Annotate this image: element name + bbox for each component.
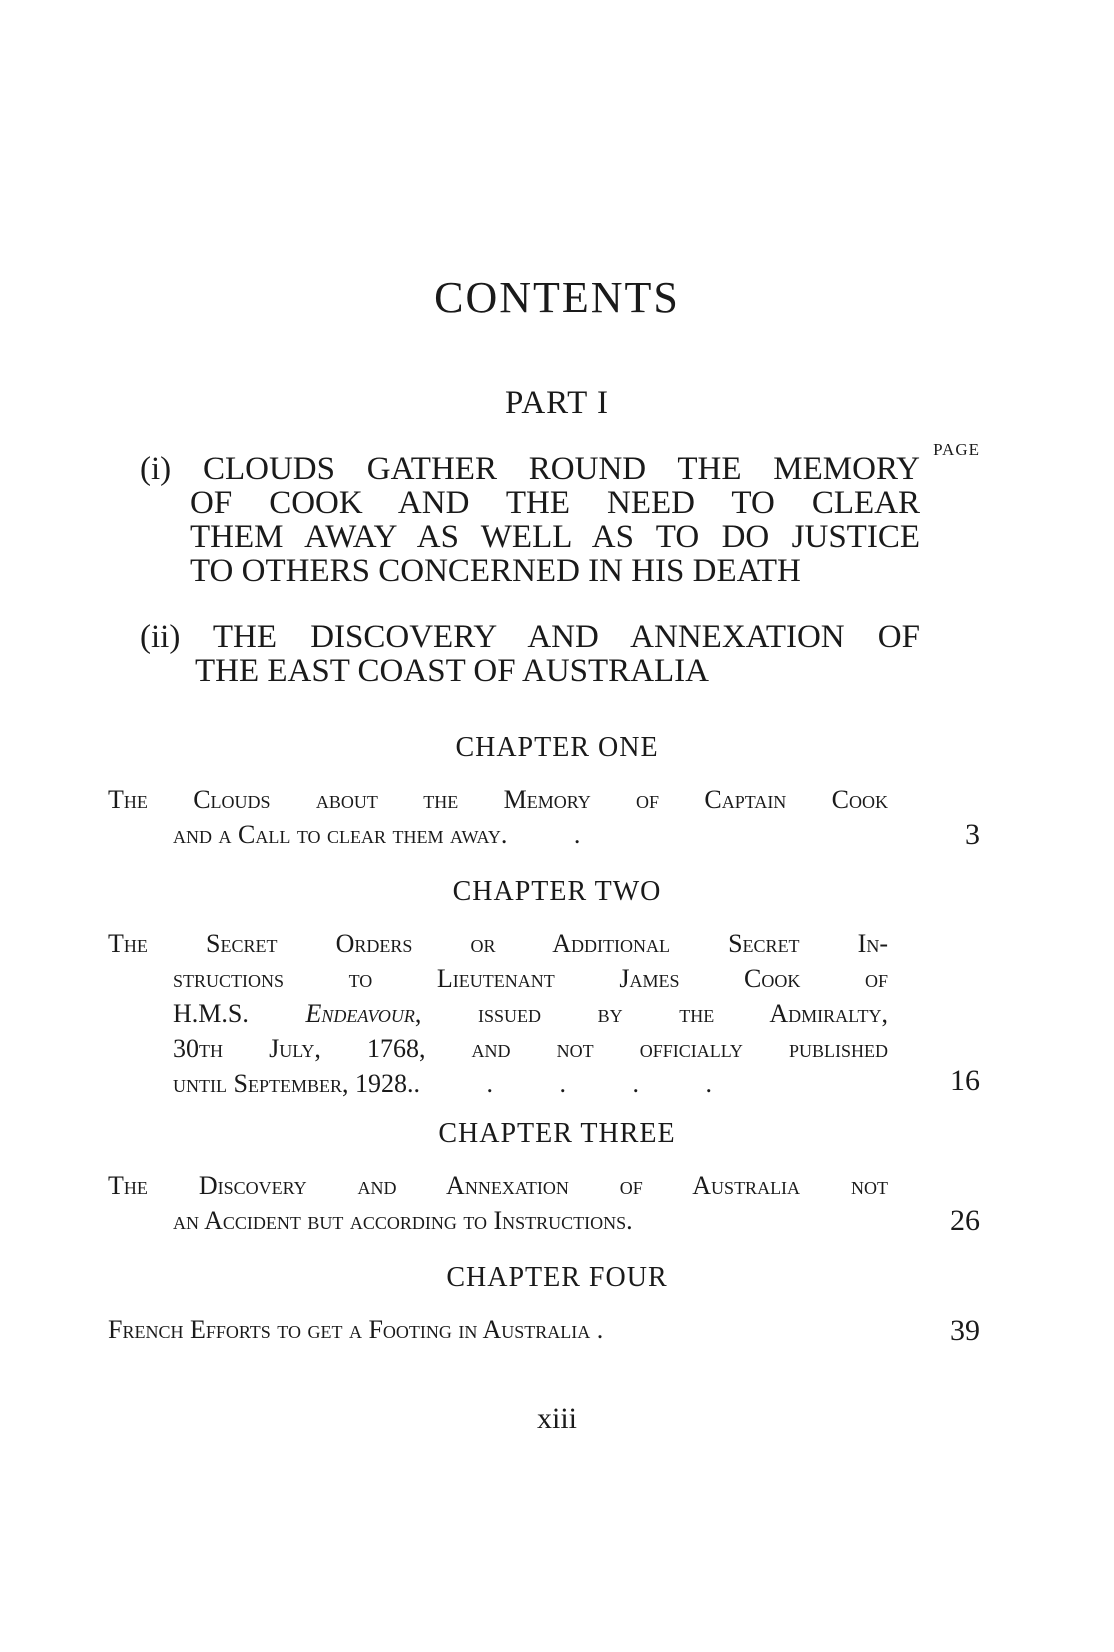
entry-text: and a Call to clear them away [173,820,501,849]
chapter-one-heading: CHAPTER ONE [455,732,659,763]
leader-dots: . . . . . [413,1069,742,1098]
entry-line: 30th July, 1768, and not officially published [173,1034,888,1063]
entry-line: The Clouds about the Memory of Captain Cook [108,785,888,814]
entry-line [108,817,888,852]
page-number: 26 [950,1204,980,1237]
chapter-four-heading: CHAPTER FOUR [446,1262,668,1293]
entry-line: French Efforts to get a Footing in Australia . [108,1315,604,1344]
chapter-two-heading: CHAPTER TWO [452,876,662,907]
page-title: CONTENTS [434,273,680,322]
entry-line [108,996,888,1031]
leader-dots: . . [500,820,611,849]
entry-line [108,1066,888,1101]
folio-page-number: xiii [536,1402,577,1435]
page-number: 39 [950,1314,980,1347]
chapter-two-entry [108,926,888,1101]
entry-line: an Accident but according to Instructions. [173,1206,633,1235]
page-number: 3 [965,818,980,851]
page-number: 16 [950,1064,980,1097]
part-entry-i [140,452,920,588]
part-entry-line: (ii) THE DISCOVERY AND ANNEXATION OF [140,619,920,655]
part-entry-line: THE EAST COAST OF AUSTRALIA [195,653,709,689]
entry-text: until September, 1928. [173,1069,414,1098]
chapter-one-entry [108,782,888,852]
ship-name: Endeavour [305,999,415,1028]
part-entry-line: TO OTHERS CONCERNED IN HIS DEATH [190,553,801,589]
entry-line: The Secret Orders or Additional Secret In- [108,929,888,958]
entry-line: structions to Lieutenant James Cook of [173,964,888,993]
page-column-label: PAGE [933,440,980,459]
part-entry-line: OF COOK AND THE NEED TO CLEAR [190,485,920,521]
entry-text: , issued by the Admiralty, [414,999,889,1028]
part-entry-line: THEM AWAY AS WELL AS TO DO JUSTICE [190,519,920,555]
entry-line: The Discovery and Annexation of Australia not [108,1171,888,1200]
chapter-three-entry [108,1168,888,1238]
chapter-three-heading: CHAPTER THREE [438,1118,676,1149]
part-entry-ii [140,620,920,688]
chapter-four-entry [108,1312,888,1347]
entry-text: H.M.S. [173,999,306,1028]
part-entry-line: (i) CLOUDS GATHER ROUND THE MEMORY [140,451,920,487]
part-heading: PART I [505,385,609,421]
